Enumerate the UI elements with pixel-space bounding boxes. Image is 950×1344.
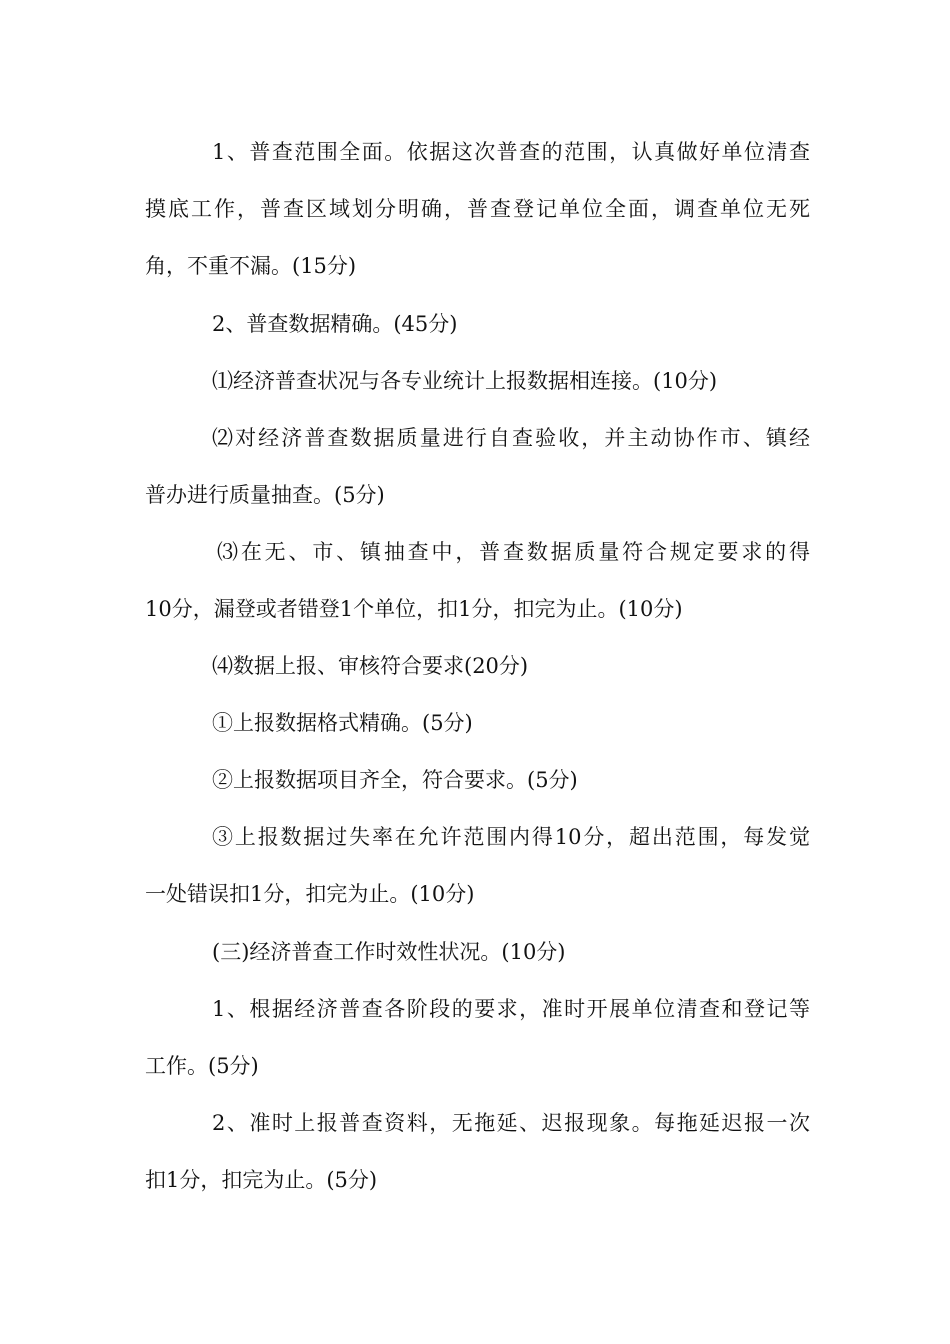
text-line: 工作。(5分) <box>145 1054 259 1078</box>
text-line: ⑶在无、市、镇抽查中，普查数据质量符合规定要求的得 <box>217 540 810 564</box>
text-line: 角，不重不漏。(15分) <box>145 254 357 278</box>
text-line: 10分，漏登或者错登1个单位，扣1分，扣完为止。(10分) <box>145 597 683 621</box>
text-line: ⑴经济普查状况与各专业统计上报数据相连接。(10分) <box>212 369 718 393</box>
text-line: 2、普查数据精确。(45分) <box>212 312 458 336</box>
text-line: ⑷数据上报、审核符合要求(20分) <box>212 654 529 678</box>
text-line: ③上报数据过失率在允许范围内得10分，超出范围，每发觉 <box>212 825 810 849</box>
text-line: 扣1分，扣完为止。(5分) <box>145 1168 378 1192</box>
text-line: (三)经济普查工作时效性状况。(10分) <box>212 940 566 964</box>
text-line: 1、根据经济普查各阶段的要求，准时开展单位清查和登记等 <box>212 997 810 1021</box>
text-line: ①上报数据格式精确。(5分) <box>212 711 473 735</box>
text-line: 摸底工作，普查区域划分明确，普查登记单位全面，调查单位无死 <box>145 197 810 221</box>
text-line: ②上报数据项目齐全，符合要求。(5分) <box>212 768 578 792</box>
text-line: 一处错误扣1分，扣完为止。(10分) <box>145 882 475 906</box>
text-line: 1、普查范围全面。依据这次普查的范围，认真做好单位清查 <box>212 140 810 164</box>
text-line: ⑵对经济普查数据质量进行自查验收，并主动协作市、镇经 <box>212 426 810 450</box>
text-line: 2、准时上报普查资料，无拖延、迟报现象。每拖延迟报一次 <box>212 1111 810 1135</box>
text-line: 普办进行质量抽查。(5分) <box>145 483 385 507</box>
